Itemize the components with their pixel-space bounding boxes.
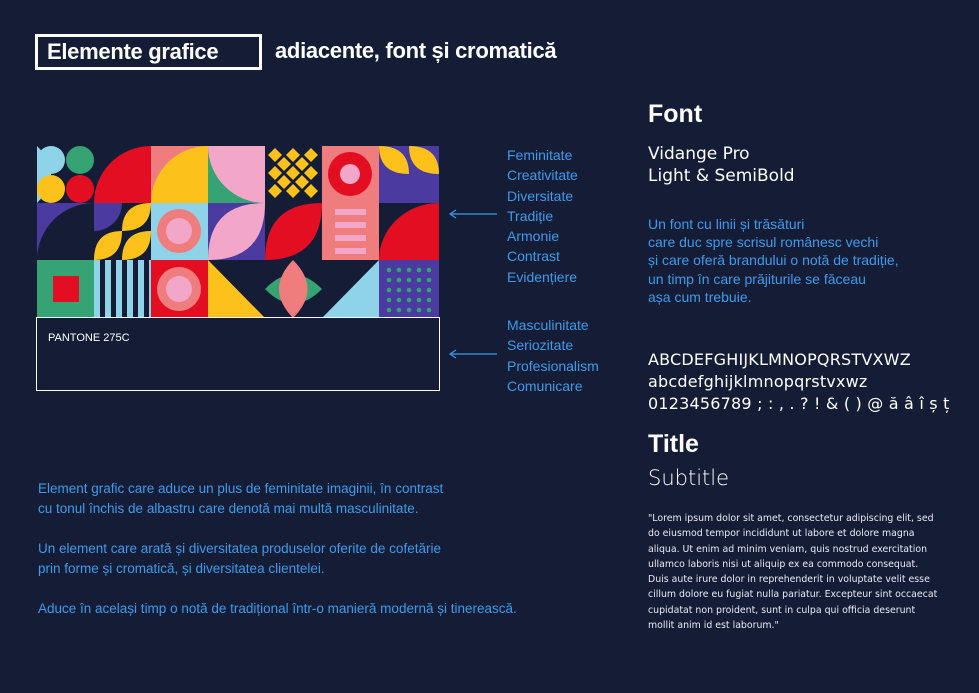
pattern-tile bbox=[37, 146, 65, 174]
glyph-specimen bbox=[648, 349, 950, 415]
pattern-tile bbox=[335, 248, 366, 254]
uppercase-glyphs: ABCDEFGHIJKLMNOPQRSTVXWZ bbox=[648, 350, 911, 369]
keyword: Seriozitate bbox=[507, 337, 574, 354]
pattern-tile bbox=[37, 175, 65, 203]
pattern-tile bbox=[166, 276, 192, 302]
pattern-tile bbox=[53, 276, 79, 302]
pattern-tile bbox=[335, 209, 366, 215]
font-name-line: Vidange Pro bbox=[648, 144, 750, 164]
pattern-tile bbox=[100, 260, 105, 318]
pattern-tile bbox=[268, 148, 318, 198]
description-paragraph bbox=[38, 539, 441, 579]
font-description-line: un timp în care prăjiturile se făceau bbox=[648, 270, 866, 287]
pantone-label: PANTONE 275C bbox=[48, 332, 130, 344]
lorem-paragraph: "Lorem ipsum dolor sit amet, consectetur adipiscing elit, sed do eiusmod tempor incididunt ut labore et dolore magna aliqua. Ut enim ad minim veniam, quis nostrud exercitation ullamco laboris nisi ut aliquip ex ea commodo consequat. Duis aute irure dolor in reprehenderit in voluptate velit esse cillum dolore eu fugiat nulla pariatur. Excepteur sint occaecat cupidatat non proident, sunt in culpa qui officia deserunt mollit anim id est laborum." bbox=[648, 513, 938, 632]
keyword: Feminitate bbox=[507, 147, 573, 163]
pattern-tile bbox=[122, 260, 127, 318]
arrow-left-icon bbox=[449, 209, 499, 219]
description-line: prin forme și cromatică, și diversitatea clientelei. bbox=[38, 561, 325, 576]
keyword: Tradiție bbox=[507, 207, 554, 224]
page-title: adiacente, font și cromatică bbox=[275, 38, 557, 63]
pattern-tile bbox=[144, 260, 149, 318]
keyword: Profesionalism bbox=[507, 357, 599, 374]
description-line: Un element care arată și diversitatea produselor oferite de cofetărie bbox=[38, 541, 441, 556]
feminine-keywords bbox=[507, 145, 578, 287]
keyword: Contrast bbox=[507, 248, 560, 265]
description-paragraph bbox=[38, 479, 443, 519]
pattern-tile bbox=[66, 146, 94, 174]
arrow-left-icon bbox=[449, 349, 499, 359]
font-weights-line: Light & SemiBold bbox=[648, 166, 795, 186]
font-name bbox=[648, 143, 795, 187]
pattern-tile bbox=[335, 222, 366, 228]
description-line: Element grafic care aduce un plus de feminitate imaginii, în contrast bbox=[38, 481, 444, 496]
masculine-keywords bbox=[507, 315, 599, 396]
keyword: Creativitate bbox=[507, 167, 578, 184]
pattern-tile bbox=[166, 218, 192, 244]
keyword: Armonie bbox=[507, 228, 560, 245]
font-description-line: Un font cu linii și trăsături bbox=[648, 216, 805, 232]
font-description-line: așa cum trebuie. bbox=[648, 288, 752, 305]
sample-title: Title bbox=[648, 430, 699, 458]
font-heading: Font bbox=[648, 100, 703, 128]
font-description-line: și care oferă brandului o notă de tradiție, bbox=[648, 252, 899, 269]
description-line: cu tonul închis de albastru care denotă mai multă masculinitate. bbox=[38, 501, 419, 516]
description-line: Aduce în același timp o notă de tradițional într-o manieră modernă și tinerească. bbox=[38, 601, 517, 616]
font-description-line: care duc spre scrisul românesc vechi bbox=[648, 234, 879, 251]
numbers-symbols-glyphs: 0123456789 ; : , . ? ! & ( ) @ ă â î ș ț bbox=[648, 394, 950, 413]
keyword: Masculinitate bbox=[507, 317, 589, 333]
pattern-tile bbox=[111, 260, 116, 318]
sample-subtitle: Subtitle bbox=[648, 466, 730, 490]
geometric-pattern bbox=[37, 146, 439, 318]
pattern-tile bbox=[340, 164, 360, 184]
description-paragraph bbox=[38, 599, 517, 619]
keyword: Diversitate bbox=[507, 187, 574, 204]
keyword: Evidențiere bbox=[507, 268, 578, 285]
pattern-tile bbox=[335, 235, 366, 241]
lowercase-glyphs: abcdefghijklmnopqrstvxwz bbox=[648, 372, 868, 391]
pantone-swatch bbox=[36, 317, 440, 391]
pattern-tile bbox=[66, 175, 94, 203]
font-description bbox=[648, 215, 899, 306]
pattern-tile bbox=[133, 260, 138, 318]
boxed-title: Elemente grafice bbox=[35, 34, 262, 70]
keyword: Comunicare bbox=[507, 377, 583, 394]
